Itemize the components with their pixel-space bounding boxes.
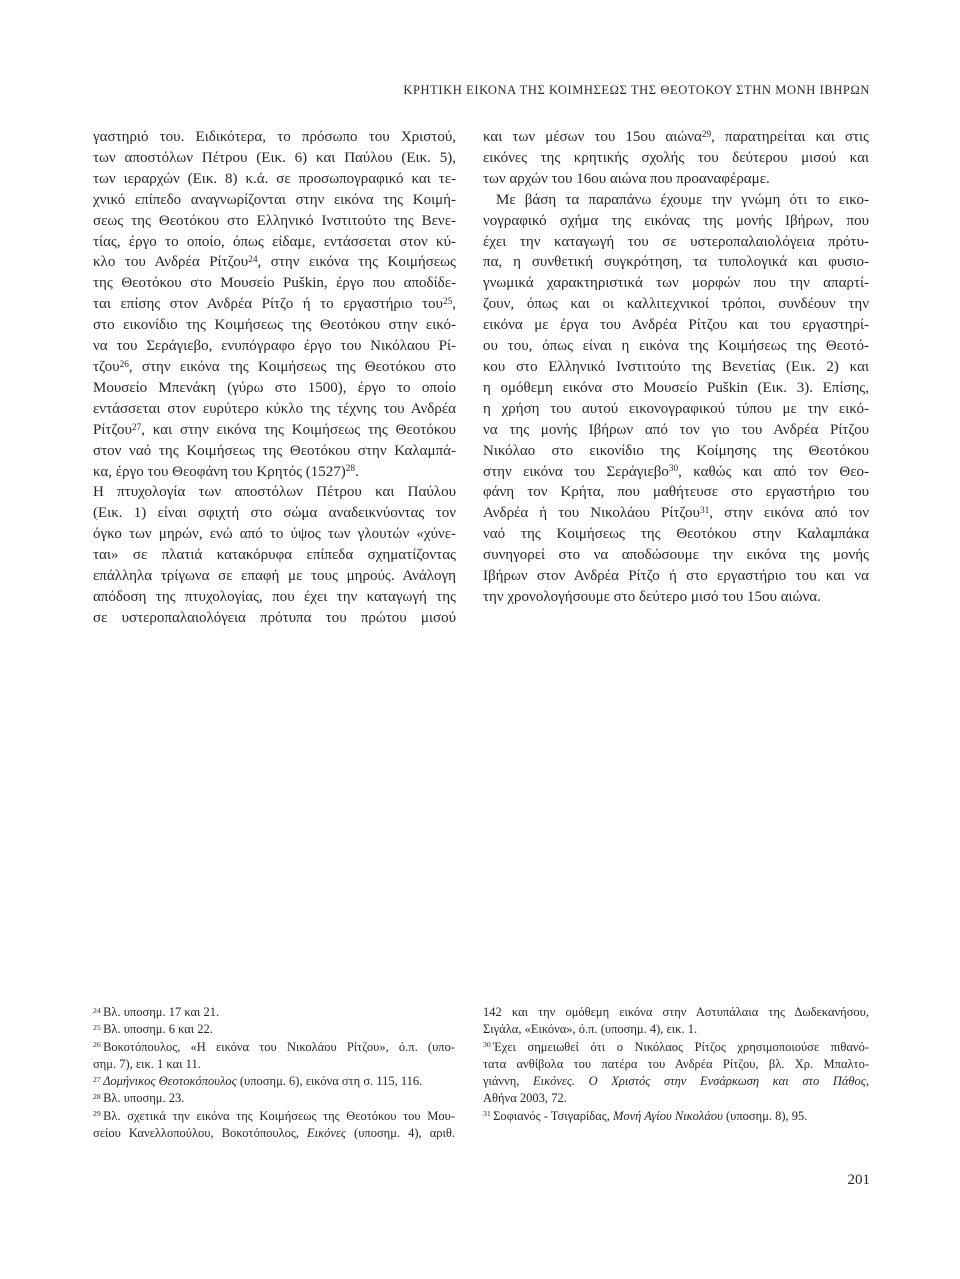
text-run: η ομόθεμη εικόνα στο Μουσείο Puškin (Εικ. 3). Επίσης, bbox=[483, 379, 869, 396]
footnote-ref: 28 bbox=[345, 464, 356, 475]
text-run: στον ναό της Κοιμήσεως της Θεοτόκου στην Καλαμπά- bbox=[93, 442, 456, 459]
text-line bbox=[483, 482, 869, 503]
text-run: ται επίσης στον Ανδρέα Ρίτζο ή το εργαστήριο του bbox=[93, 296, 443, 313]
text-run: των αποστόλων Πέτρου (Εικ. 6) και Παύλου (Εικ. 5), bbox=[93, 149, 456, 166]
footnote-line bbox=[93, 1056, 455, 1073]
text-run: τζου bbox=[93, 358, 120, 375]
text-run: , bbox=[865, 1074, 869, 1089]
text-line bbox=[483, 148, 869, 169]
text-run: τατα ανθίβολα του πατέρα του Ανδρέα Ρίτζου, βλ. Χρ. Μπαλτο- bbox=[483, 1056, 869, 1071]
footnote-line bbox=[483, 1021, 869, 1038]
footnote bbox=[93, 1004, 455, 1021]
footnote-line bbox=[93, 1021, 455, 1038]
text-line bbox=[93, 378, 456, 399]
text-run: να της μονής Ιβήρων από τον γιο του Ανδρέα Ρίτζου bbox=[483, 421, 869, 438]
text-line bbox=[483, 420, 869, 441]
footnote-ref: 25 bbox=[442, 297, 453, 308]
text-column-right bbox=[483, 127, 869, 608]
text-run: τίας, έργο το οποίο, όπως είδαμε, εντάσσεται στον κύ- bbox=[93, 233, 456, 250]
text-line bbox=[93, 273, 456, 294]
text-line bbox=[93, 232, 456, 253]
footnote-line bbox=[483, 1039, 869, 1056]
text-run: γνωμικά χαρακτηριστικά των μορφών που την απαρτί- bbox=[483, 275, 869, 292]
text-run: , και στην εικόνα της Κοιμήσεως της Θεοτόκου bbox=[141, 421, 456, 438]
footnote-number: 30 bbox=[483, 1040, 491, 1050]
text-line bbox=[483, 503, 869, 524]
text-line bbox=[93, 169, 456, 190]
text-line bbox=[93, 399, 456, 420]
text-line bbox=[93, 587, 456, 608]
footnote-number: 24 bbox=[93, 1005, 101, 1015]
text-run: στην εικόνα του Σεράγιεβο bbox=[483, 463, 669, 480]
italic-text: Δομήνικος Θεοτοκόπουλος bbox=[103, 1074, 237, 1089]
text-run: Ρίτζου bbox=[93, 421, 132, 438]
footnote-line bbox=[483, 1090, 869, 1107]
footnote-line bbox=[93, 1090, 455, 1107]
italic-text: Μονή Αγίου Νικολάου bbox=[612, 1108, 723, 1123]
text-run: ζουν, όπως και οι καλλιτεχνικοί τρόποι, συνδέουν την bbox=[483, 296, 869, 313]
text-run: επάλληλα τρίγωνα σε επαφή με τους μηρούς. Ανάλογη bbox=[93, 568, 456, 585]
text-run: σε υστεροπαλαιολόγεια πρότυπα του πρώτου μισού bbox=[93, 609, 456, 626]
text-run: συνηγορεί στο να αποδώσουμε την εικόνα της μονής bbox=[483, 547, 869, 564]
text-run: Νικόλαο στο εικονίδιο της Κοίμησης της Θεοτόκου bbox=[483, 442, 869, 459]
text-line bbox=[93, 357, 456, 378]
text-run: Μουσείο Μπενάκη (γύρω στο 1500), έργο το οποίο bbox=[93, 379, 456, 396]
text-run: ου του, όπως είναι η εικόνα της Κοιμήσεως της Θεοτό- bbox=[483, 338, 869, 355]
footnote-number: 25 bbox=[93, 1022, 101, 1032]
text-line bbox=[93, 524, 456, 545]
footnote bbox=[483, 1004, 869, 1039]
text-line bbox=[483, 357, 869, 378]
text-run: φάνη τον Κρήτα, που μαθήτευσε στο εργαστήριο του bbox=[483, 484, 869, 501]
text-run: την χρονολογήσουμε στο δεύτερο μισό του 15ου αιώνα. bbox=[483, 588, 821, 605]
text-line bbox=[93, 336, 456, 357]
text-run: , στην εικόνα από τον bbox=[709, 505, 870, 522]
text-run: και των μέσων του 15ου αιώνα bbox=[483, 129, 702, 145]
text-run: των αρχών του 16ου αιώνα που προαναφέραμε. bbox=[483, 170, 770, 187]
paragraph bbox=[93, 482, 456, 628]
text-line bbox=[483, 399, 869, 420]
footnote-number: 29 bbox=[93, 1109, 101, 1119]
italic-text: Εικόνες bbox=[307, 1126, 346, 1141]
text-run: Βλ. υποσημ. 6 και 22. bbox=[103, 1022, 213, 1037]
text-run: εικόνες της κρητικής σχολής του δεύτερου μισού και bbox=[483, 149, 869, 166]
text-run: απόδοση της πτυχολογίας, που έχει την καταγωγή της bbox=[93, 588, 456, 605]
footnote-line bbox=[93, 1073, 455, 1090]
text-run: , παρατηρείται και στις bbox=[711, 129, 869, 145]
text-line bbox=[483, 441, 869, 462]
text-run: Η πτυχολογία των αποστόλων Πέτρου και Παύλου bbox=[93, 484, 456, 501]
footnote bbox=[93, 1073, 455, 1090]
text-line bbox=[483, 587, 869, 608]
text-line bbox=[483, 169, 869, 190]
text-line bbox=[483, 566, 869, 587]
text-run: , bbox=[452, 296, 456, 313]
text-run: εντάσσεται στον ευρύτερο κύκλο της τέχνης του Ανδρέα bbox=[93, 400, 456, 417]
footnote-line bbox=[483, 1056, 869, 1073]
text-line bbox=[483, 273, 869, 294]
text-line bbox=[93, 608, 456, 629]
text-run: σημ. 7), εικ. 1 και 11. bbox=[93, 1056, 201, 1071]
text-run: , στην εικόνα της Κοιμήσεως της Θεοτόκου στο bbox=[128, 358, 456, 375]
text-run: 142 και την ομόθεμη εικόνα στην Αστυπάλαια της Δωδεκανήσου, bbox=[483, 1005, 869, 1019]
text-run: (υποσημ. 8), 95. bbox=[722, 1108, 808, 1123]
text-line bbox=[93, 148, 456, 169]
text-line bbox=[93, 545, 456, 566]
text-run: , στην εικόνα της Κοιμήσεως bbox=[257, 254, 456, 271]
text-run: γαστηριό του. Ειδικότερα, το πρόσωπο του Χριστού, bbox=[93, 129, 456, 145]
text-line bbox=[483, 190, 869, 211]
footnote-line bbox=[483, 1108, 869, 1125]
text-run: , καθώς και από τον Θεο- bbox=[678, 463, 869, 480]
text-line bbox=[93, 482, 456, 503]
footnote-line bbox=[93, 1125, 455, 1142]
text-line bbox=[483, 294, 869, 315]
text-run: γιάννη, bbox=[483, 1074, 534, 1089]
text-run: εικόνα με έργα του Ανδρέα Ρίτζου και του εργαστηρί- bbox=[483, 317, 869, 334]
footnote-ref: 27 bbox=[132, 422, 142, 433]
text-line bbox=[93, 462, 456, 483]
text-run: πα, η συνθετική συγκρότηση, τα τυπολογικά και φυσιο- bbox=[483, 254, 869, 271]
italic-text: Εικόνες. Ο Χριστός στην Ενσάρκωση και στο Πάθος bbox=[533, 1074, 866, 1089]
footnote bbox=[483, 1039, 869, 1108]
text-run: Βλ. υποσημ. 17 και 21. bbox=[103, 1005, 220, 1019]
text-run: η χρήση του αυτού εικονογραφικού τύπου με την εικό- bbox=[483, 400, 869, 417]
text-run: της Θεοτόκου στο Μουσείο Puškin, έργο που αποδίδε- bbox=[93, 275, 456, 292]
footnote-line bbox=[483, 1004, 869, 1021]
text-line bbox=[483, 462, 869, 483]
footnote bbox=[483, 1108, 869, 1125]
footnote bbox=[93, 1108, 455, 1143]
text-run: Με βάση τα παραπάνω έχουμε την γνώμη ότι το εικο- bbox=[496, 191, 869, 208]
text-run: Σιγάλα, «Εικόνα», ό.π. (υποσημ. 4), εικ. 1. bbox=[483, 1022, 698, 1037]
footnote-number: 28 bbox=[93, 1092, 101, 1101]
text-run: κλο του Ανδρέα Ρίτζου bbox=[93, 254, 249, 271]
footnote-ref: 30 bbox=[668, 464, 679, 475]
text-run: Ανδρέα ή του Νικολάου Ρίτζου bbox=[483, 505, 700, 522]
footnote-ref: 26 bbox=[119, 359, 129, 370]
text-run: (υποσημ. 6), εικόνα στη σ. 115, 116. bbox=[236, 1074, 423, 1089]
text-line bbox=[93, 441, 456, 462]
text-run: . bbox=[355, 463, 359, 480]
footnotes-left bbox=[93, 1004, 455, 1142]
footnote-line bbox=[93, 1108, 455, 1125]
text-run: Έχει σημειωθεί ότι ο Νικόλαος Ρίτζος χρησιμοποιούσε πιθανό- bbox=[493, 1039, 869, 1054]
text-line bbox=[93, 420, 456, 441]
text-run: των ιεραρχών (Εικ. 8) κ.ά. σε προσωπογραφικό και τε- bbox=[93, 170, 456, 187]
footnote-number: 27 bbox=[93, 1074, 101, 1084]
footnote-line bbox=[483, 1073, 869, 1090]
text-run: έχει την καταγωγή του σε υστεροπαλαιολόγεια πρότυ- bbox=[483, 233, 869, 250]
text-run: Βοκοτόπουλος, «Η εικόνα του Νικολάου Ρίτζου», ό.π. (υπο- bbox=[103, 1039, 455, 1054]
text-run: Σοφιανός - Τσιγαρίδας, bbox=[493, 1108, 613, 1123]
text-run: ται» σε πλατιά κατακόρυφα επίπεδα σχηματίζοντας bbox=[93, 547, 456, 564]
text-run: κα, έργο του Θεοφάνη του Κρητός (1527) bbox=[93, 463, 346, 480]
footnote bbox=[93, 1039, 455, 1074]
text-run: Βλ. υποσημ. 23. bbox=[103, 1091, 185, 1106]
paragraph bbox=[483, 127, 869, 190]
text-run: Βλ. σχετικά την εικόνα της Κοιμήσεως της Θεοτόκου του Μου- bbox=[103, 1108, 455, 1123]
footnote-ref: 31 bbox=[699, 506, 710, 517]
footnote-number: 31 bbox=[483, 1109, 491, 1119]
text-line bbox=[93, 294, 456, 315]
text-line bbox=[93, 211, 456, 232]
text-run: σεως της Θεοτόκου στο Ελληνικό Ινστιτούτο της Βενε- bbox=[93, 212, 456, 229]
text-line bbox=[483, 252, 869, 273]
running-header: ΚΡΗΤΙΚΗ ΕΙΚΟΝΑ ΤΗΣ ΚΟΙΜΗΣΕΩΣ ΤΗΣ ΘΕΟΤΟΚΟΥ ΣΤΗΝ ΜΟΝΗ ΙΒΗΡΩΝ bbox=[403, 83, 870, 97]
footnote bbox=[93, 1090, 455, 1107]
text-run: στο εικονίδιο της Κοιμήσεως της Θεοτόκου στην εικό- bbox=[93, 317, 456, 334]
footnote-number: 26 bbox=[93, 1040, 101, 1050]
text-line bbox=[93, 252, 456, 273]
text-line bbox=[93, 127, 456, 148]
text-line bbox=[483, 545, 869, 566]
text-line bbox=[93, 190, 456, 211]
text-line bbox=[483, 524, 869, 545]
footnote bbox=[93, 1021, 455, 1038]
page-number: 201 bbox=[847, 1172, 870, 1188]
text-run: να του Σεράγιεβο, ενυπόγραφο έργο του Νικόλαου Ρί- bbox=[93, 338, 456, 355]
text-run: (Εικ. 1) είναι σφιχτή στο σώμα αναδεικνύοντας τον bbox=[93, 505, 456, 522]
text-line bbox=[483, 378, 869, 399]
text-run: νογραφικό σχήμα της εικόνας της μονής Ιβήρων, που bbox=[483, 212, 869, 229]
text-line bbox=[483, 232, 869, 253]
footnote-line bbox=[93, 1004, 455, 1021]
text-run: ναό της Κοιμήσεως της Θεοτόκου στην Καλαμπάκα bbox=[483, 526, 869, 543]
footnote-line bbox=[93, 1039, 455, 1056]
text-line bbox=[93, 503, 456, 524]
footnotes-right bbox=[483, 1004, 869, 1125]
paragraph bbox=[93, 127, 456, 482]
footnote-ref: 24 bbox=[248, 255, 258, 266]
text-line bbox=[483, 315, 869, 336]
text-line bbox=[93, 566, 456, 587]
text-run: σείου Κανελλοπούλου, Βοκοτόπουλος, bbox=[93, 1126, 308, 1141]
text-column-left bbox=[93, 127, 456, 629]
text-run: (υποσημ. 4), αριθ. bbox=[345, 1126, 455, 1141]
text-line bbox=[483, 127, 869, 148]
text-run: Ιβήρων στον Ανδρέα Ρίτζο ή στο εργαστήριο του και να bbox=[483, 568, 869, 585]
text-line bbox=[483, 211, 869, 232]
text-run: όγκο των μηρών, ενώ από το ύψος των γλουτών «χύνε- bbox=[93, 526, 456, 543]
text-line bbox=[93, 315, 456, 336]
text-run: κου στο Ελληνικό Ινστιτούτο της Βενετίας (Εικ. 2) και bbox=[483, 358, 869, 375]
text-run: Αθήνα 2003, 72. bbox=[483, 1091, 567, 1106]
paragraph bbox=[483, 190, 869, 608]
footnote-ref: 29 bbox=[701, 129, 712, 140]
text-line bbox=[483, 336, 869, 357]
text-run: χνικό επίπεδο αναγνωρίζονται στην εικόνα της Κοιμή- bbox=[93, 191, 456, 208]
